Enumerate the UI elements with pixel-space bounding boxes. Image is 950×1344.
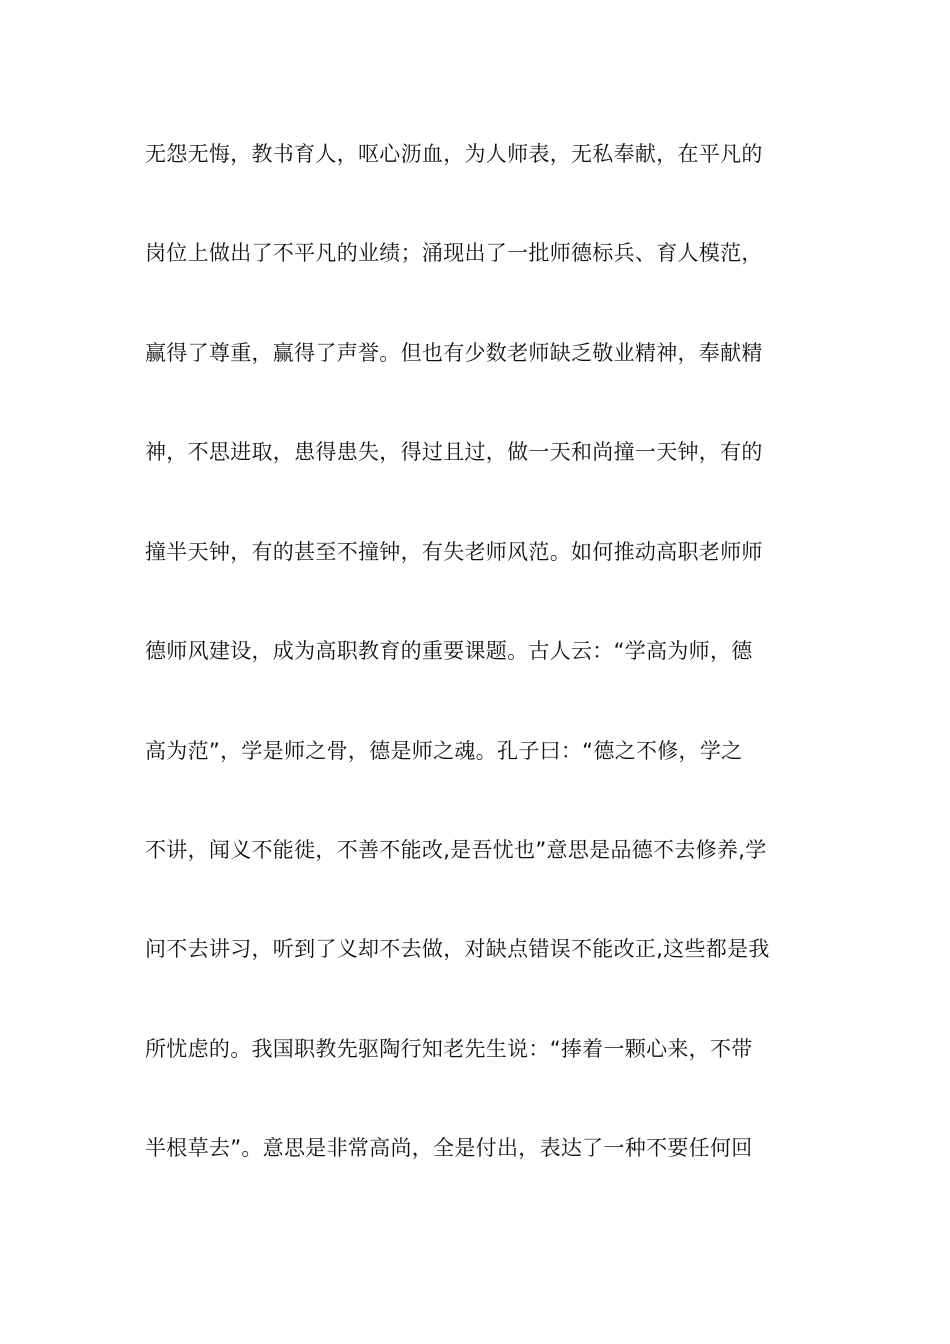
text-line: 不讲，闻义不能徙，不善不能改,是吾忧也”意思是品德不去修养,学 xyxy=(145,838,767,862)
text-line: 高为范”，学是师之骨，德是师之魂。孔子曰：“德之不修，学之 xyxy=(145,739,743,763)
text-line: 所忧虑的。我国职教先驱陶行知老先生说：“捧着一颗心来，不带 xyxy=(145,1037,753,1061)
text-line: 岗位上做出了不平凡的业绩；涌现出了一批师德标兵、育人模范， xyxy=(145,241,763,265)
text-line: 半根草去”。意思是非常高尚，全是付出，表达了一种不要任何回 xyxy=(145,1136,753,1160)
text-line: 问不去讲习，听到了义却不去做，对缺点错误不能改正,这些都是我 xyxy=(145,937,770,961)
text-line: 赢得了尊重，赢得了声誉。但也有少数老师缺乏敬业精神，奉献精 xyxy=(145,341,763,365)
text-line: 无怨无悔，教书育人，呕心沥血，为人师表，无私奉献，在平凡的 xyxy=(145,142,763,166)
text-line: 德师风建设，成为高职教育的重要课题。古人云：“学高为师，德 xyxy=(145,639,753,663)
text-line: 撞半天钟，有的甚至不撞钟，有失老师风范。如何推动高职老师师 xyxy=(145,540,763,564)
text-line: 神，不思进取，患得患失，得过且过，做一天和尚撞一天钟，有的 xyxy=(145,440,763,464)
